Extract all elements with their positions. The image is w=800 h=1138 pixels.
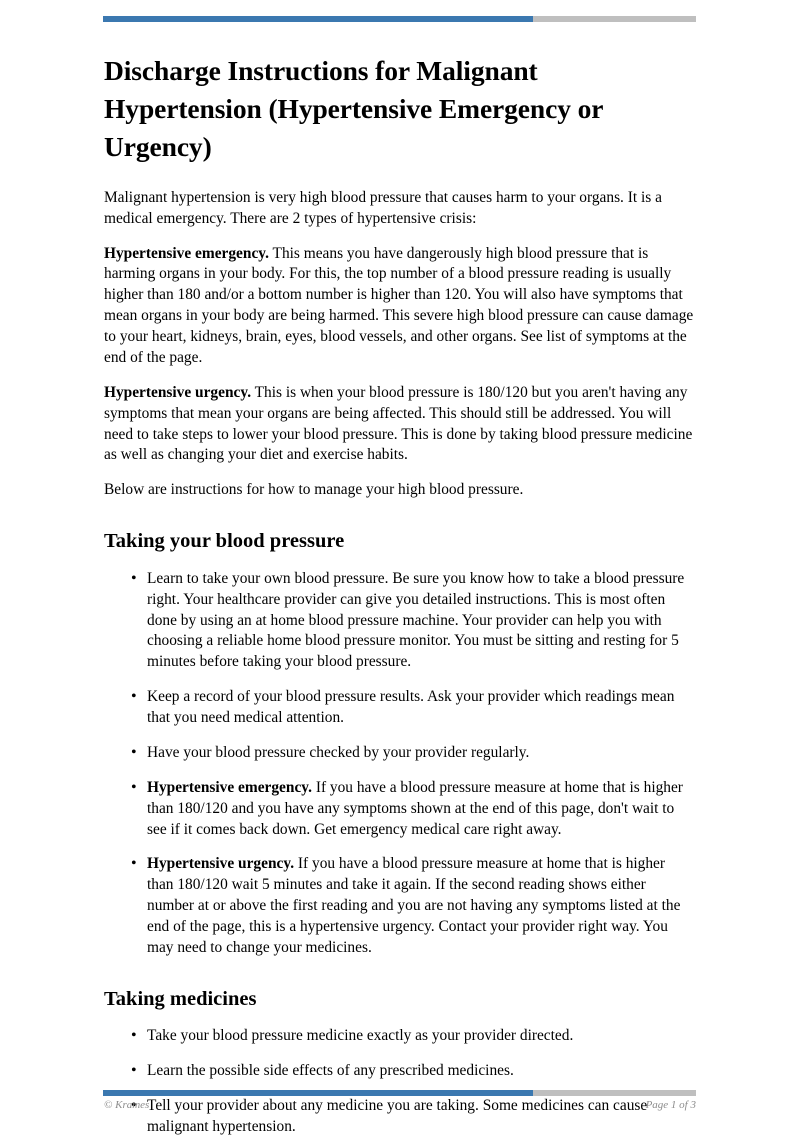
document-content xyxy=(104,52,694,1138)
footer-rule-blue-segment xyxy=(103,1090,533,1096)
bullet-text: Keep a record of your blood pressure results. Ask your provider which readings mean that you need medical attention. xyxy=(147,688,675,727)
page-footer xyxy=(104,1099,696,1111)
emergency-definition-text: This means you have dangerously high blood pressure that is harming organs in your body. For this, the top number of a blood pressure reading is usually higher than 180 and/or a bottom number is higher than 120. You will also have symptoms that mean organs in your body are being harmed. This severe high blood pressure can cause damage to your heart, kidneys, brain, eyes, blood vessels, and other organs. See list of symptoms at the end of the page. xyxy=(104,244,694,366)
copyright-notice: © Krames xyxy=(104,1099,150,1111)
list-item xyxy=(104,854,694,958)
hypertensive-urgency-definition xyxy=(104,383,694,467)
section-heading-taking-your-blood-pressure: Taking your blood pressure xyxy=(104,530,345,553)
header-rule-gray-segment xyxy=(533,16,696,22)
urgency-definition-text: This is when your blood pressure is 180/120 but you aren't having any symptoms that mean your organs are being affected. This should still be addressed. You will need to take steps to lower your blood pressure. This is done by taking blood pressure medicine as well as changing your diet and exercise habits. xyxy=(104,383,693,464)
bullet-lead-in: Hypertensive emergency. xyxy=(147,778,312,796)
bullet-list-taking-medicines xyxy=(104,1026,694,1138)
page-number-label: Page 1 of 3 xyxy=(645,1099,696,1111)
list-item xyxy=(104,1061,694,1082)
intro-paragraph: Malignant hypertension is very high blood pressure that causes harm to your organs. It is a medical emergency. There are 2 types of hypertensive crisis: xyxy=(104,188,662,227)
list-item xyxy=(104,687,694,729)
footer-rule xyxy=(103,1090,696,1096)
section-heading-taking-medicines: Taking medicines xyxy=(104,987,257,1010)
emergency-lead-in: Hypertensive emergency. xyxy=(104,244,269,262)
header-rule-blue-segment xyxy=(103,16,533,22)
bullet-text: Take your blood pressure medicine exactly as your provider directed. xyxy=(147,1027,574,1045)
list-item xyxy=(104,569,694,673)
below-instructions-paragraph: Below are instructions for how to manage your high blood pressure. xyxy=(104,481,524,499)
hypertensive-emergency-definition xyxy=(104,244,694,369)
list-item xyxy=(104,1026,694,1047)
header-rule xyxy=(103,16,696,22)
bullet-text: Have your blood pressure checked by your provider regularly. xyxy=(147,743,530,761)
bullet-list-taking-your-blood-pressure xyxy=(104,569,694,959)
bullet-text: Learn to take your own blood pressure. Be sure you know how to take a blood pressure right. Your healthcare provider can give you detailed instructions. This is most often done by using an at home blood pressure machine. Your provider can help you with choosing a reliable home blood pressure monitor. You must be sitting and resting for 5 minutes before taking your blood pressure. xyxy=(147,569,685,671)
bullet-text: Learn the possible side effects of any prescribed medicines. xyxy=(147,1062,514,1080)
bullet-text: If you have a blood pressure measure at home that is higher than 180/120 wait 5 minutes and take it again. If the second reading shows either number at or above the first reading and you are not having any symptoms listed at the end of the page, this is a hypertensive urgency. Contact your provider right way. You may need to change your medicines. xyxy=(147,855,681,956)
bullet-text: Tell your provider about any medicine you are taking. Some medicines can cause malignant hypertension. xyxy=(147,1097,648,1136)
footer-rule-gray-segment xyxy=(533,1090,696,1096)
list-item xyxy=(104,743,694,764)
bullet-lead-in: Hypertensive urgency. xyxy=(147,855,295,873)
list-item xyxy=(104,778,694,841)
bullet-text: If you have a blood pressure measure at home that is higher than 180/120 and you have any symptoms shown at the end of this page, don't wait to see if it comes back down. Get emergency medical care right away. xyxy=(147,778,683,838)
page-title: Discharge Instructions for Malignant Hypertension (Hypertensive Emergency or Urgency) xyxy=(104,55,603,162)
urgency-lead-in: Hypertensive urgency. xyxy=(104,383,252,401)
